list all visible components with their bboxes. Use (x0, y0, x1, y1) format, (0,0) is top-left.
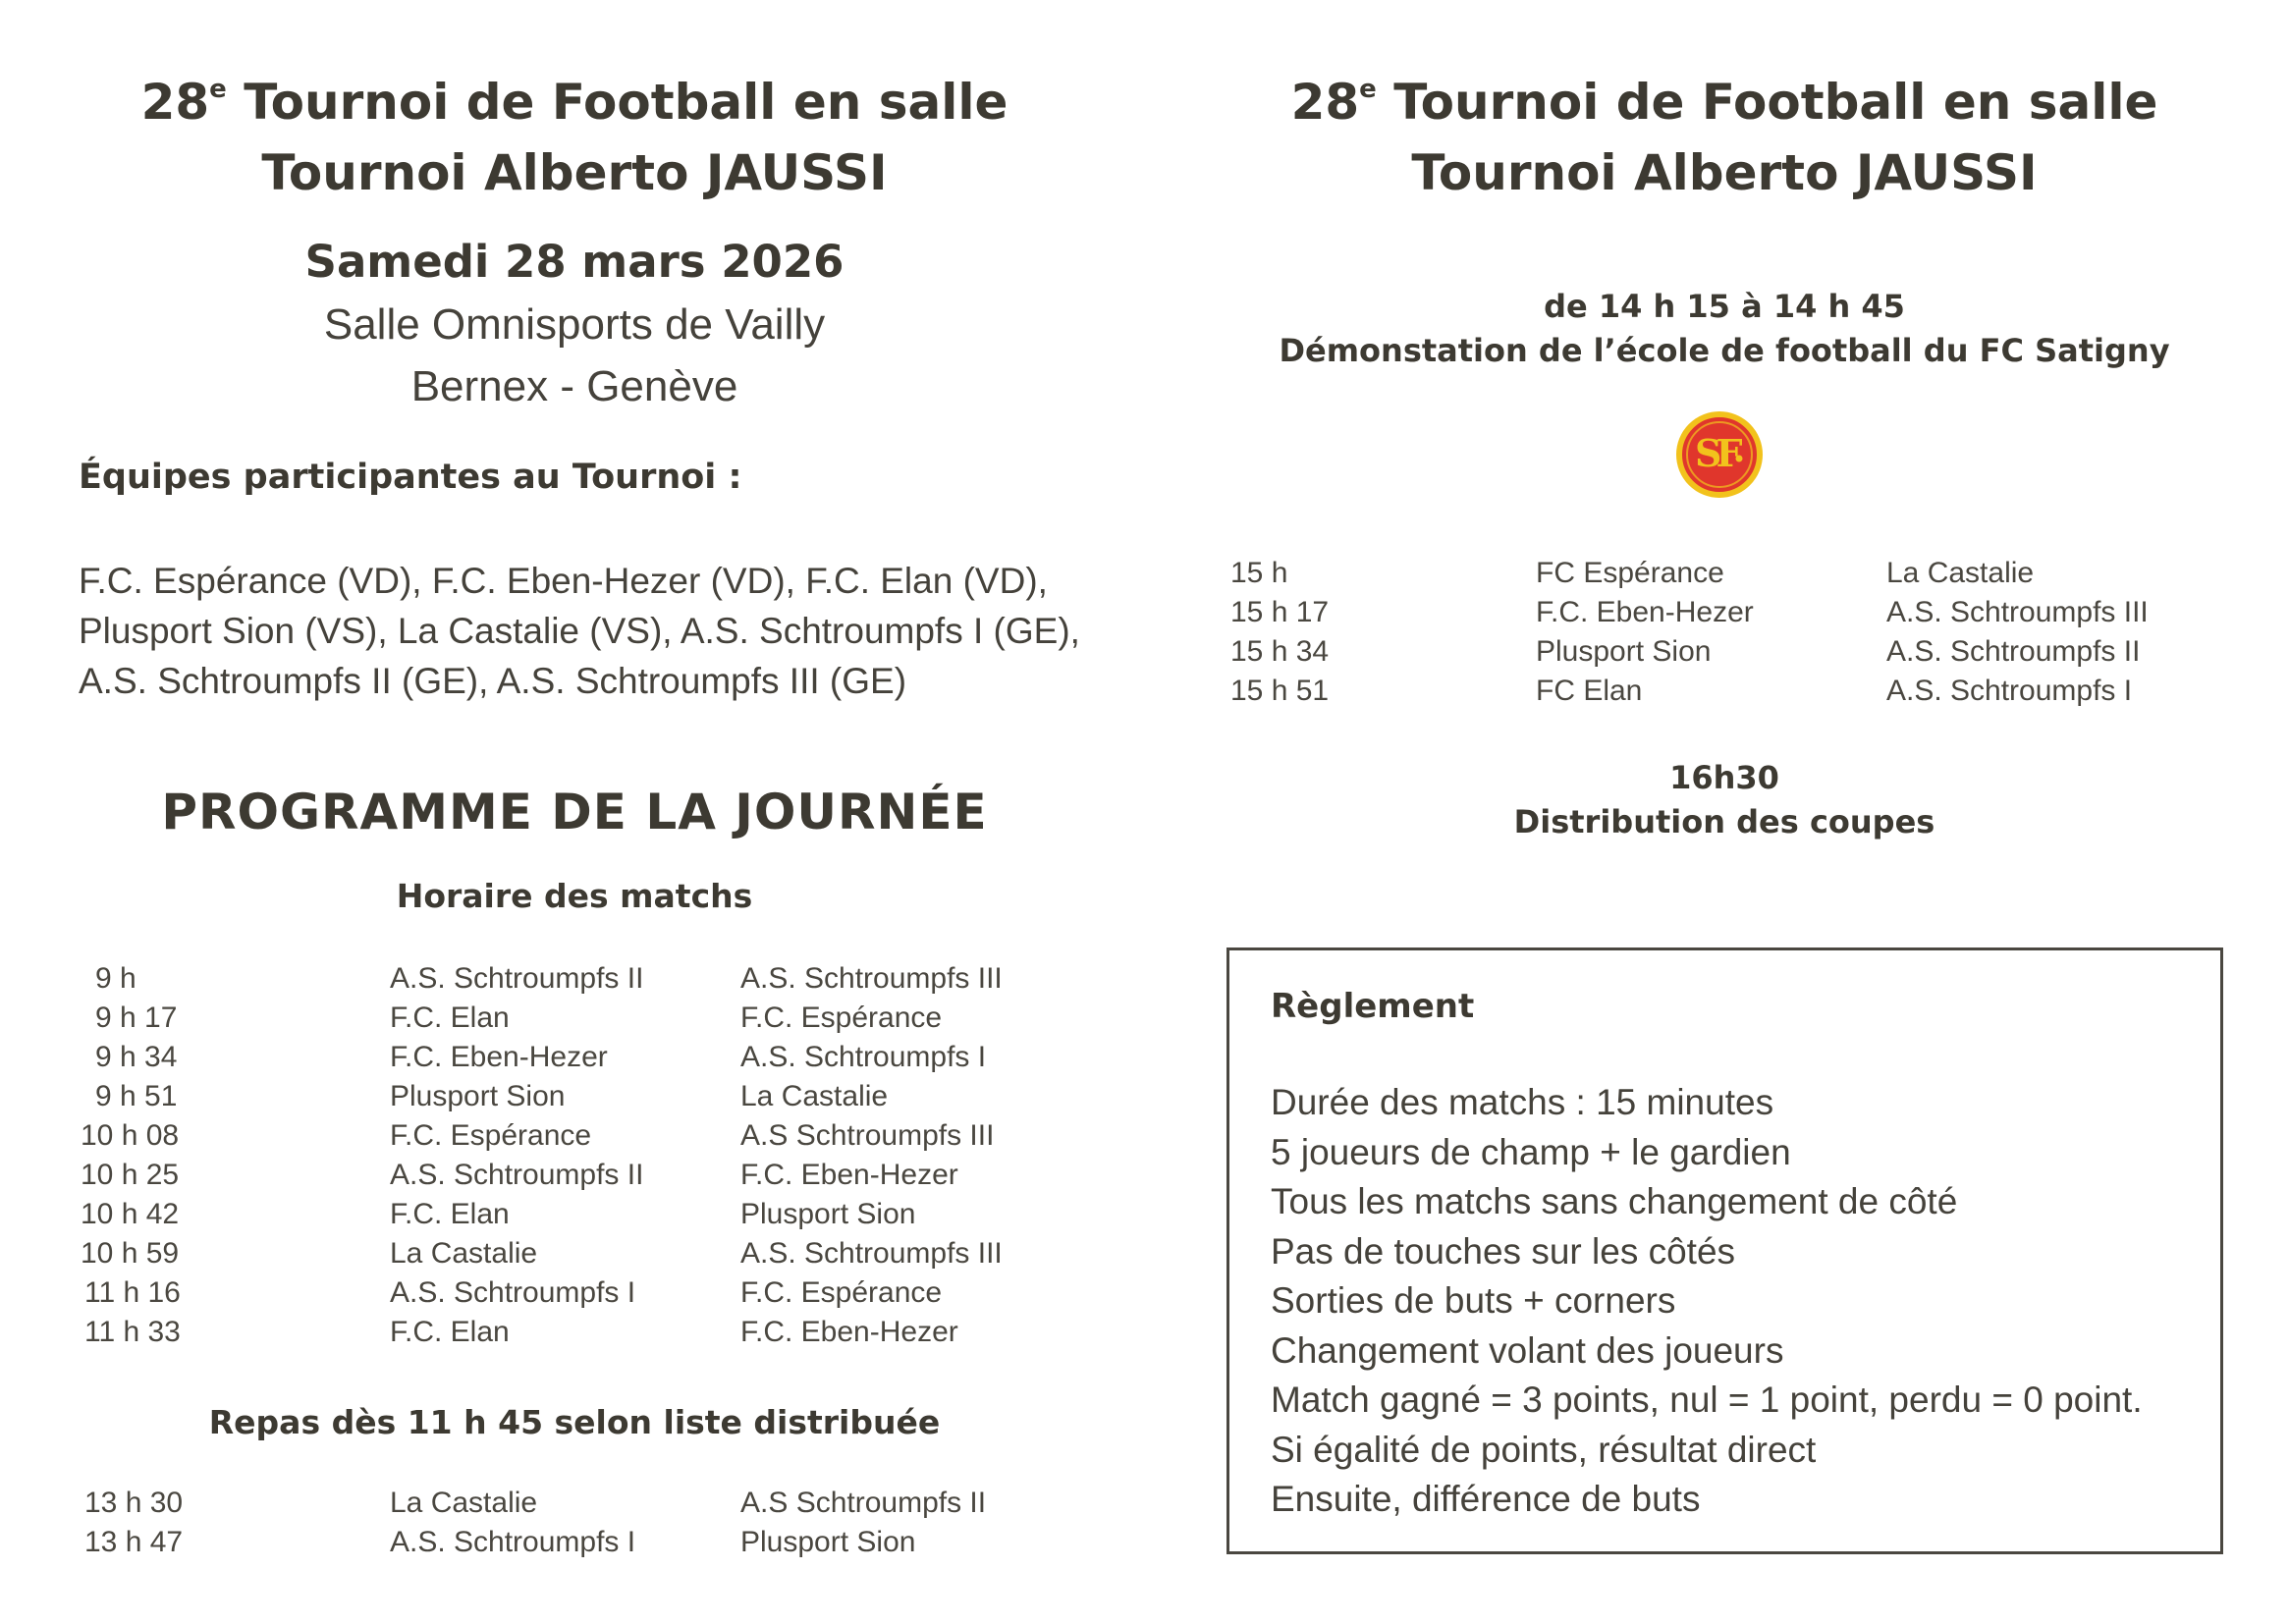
rules-list (1271, 1078, 2143, 1525)
right-title-number: 28 (1290, 74, 1360, 131)
match-away-team: F.C. Espérance (740, 1001, 943, 1034)
cups-time: 16h30 (1669, 759, 1779, 796)
match-away-team: A.S. Schtroumpfs I (1886, 675, 2133, 707)
match-away-team: Plusport Sion (740, 1526, 916, 1558)
match-away-team: F.C. Espérance (740, 1276, 943, 1309)
match-time: 15 h (1230, 557, 1288, 589)
match-time: 10 h 25 (81, 1159, 180, 1191)
teams-heading: Équipes participantes au Tournoi : (79, 458, 742, 497)
match-time: 15 h 34 (1230, 635, 1330, 668)
match-away-team: A.S Schtroumpfs III (740, 1119, 995, 1152)
match-time: 11 h 16 (84, 1276, 181, 1309)
match-home-team: F.C. Elan (390, 1001, 510, 1034)
match-home-team: A.S. Schtroumpfs II (390, 962, 644, 995)
match-time: 13 h 47 (84, 1526, 184, 1558)
programme-heading: PROGRAMME DE LA JOURNÉE (161, 784, 988, 840)
match-home-team: F.C. Elan (390, 1316, 510, 1348)
left-title-number: 28 (140, 74, 210, 131)
teams-line: Plusport Sion (VS), La Castalie (VS), A.S. Schtroumpfs I (GE), (79, 611, 1080, 651)
match-away-team: A.S. Schtroumpfs III (740, 962, 1003, 995)
event-date: Samedi 28 mars 2026 (304, 236, 845, 288)
teams-list (79, 556, 1080, 706)
rule-item: Sorties de buts + corners (1271, 1280, 1676, 1321)
meal-heading: Repas dès 11 h 45 selon liste distribuée (208, 1403, 941, 1441)
match-home-team: Plusport Sion (390, 1080, 566, 1112)
match-away-team: A.S Schtroumpfs II (740, 1487, 987, 1519)
match-home-team: F.C. Espérance (390, 1119, 592, 1152)
left-title-text: Tournoi de Football en salle (226, 74, 1008, 131)
teams-line: A.S. Schtroumpfs II (GE), A.S. Schtroumpfs III (GE) (79, 661, 907, 701)
rules-box (1226, 947, 2223, 1554)
match-time: 10 h 42 (81, 1198, 180, 1230)
match-home-team: A.S. Schtroumpfs I (390, 1526, 636, 1558)
demo-block (1145, 285, 2289, 373)
rule-item: Tous les matchs sans changement de côté (1271, 1181, 1958, 1221)
match-away-team: La Castalie (740, 1080, 889, 1112)
cups-block (1145, 756, 2289, 844)
cups-description: Distribution des coupes (1513, 803, 1935, 840)
rule-item: Si égalité de points, résultat direct (1271, 1429, 1817, 1470)
left-title (0, 67, 1149, 208)
logo-monogram: SF (1695, 431, 1737, 475)
match-away-team: F.C. Eben-Hezer (740, 1316, 958, 1348)
rule-item: Pas de touches sur les côtés (1271, 1230, 1736, 1272)
rule-item: Match gagné = 3 points, nul = 1 point, perdu = 0 point. (1271, 1380, 2143, 1420)
match-home-team: F.C. Eben-Hezer (390, 1041, 608, 1073)
match-home-team: FC Espérance (1536, 557, 1724, 589)
match-away-team: A.S. Schtroumpfs III (740, 1237, 1003, 1270)
match-away-team: F.C. Eben-Hezer (740, 1159, 958, 1191)
rule-item: Ensuite, différence de buts (1271, 1479, 1701, 1519)
match-home-team: La Castalie (390, 1487, 538, 1519)
rules-heading: Règlement (1271, 987, 1475, 1026)
left-title-subline: Tournoi Alberto JAUSSI (261, 144, 888, 201)
venue-city: Bernex - Genève (410, 362, 738, 410)
match-away-team: Plusport Sion (740, 1198, 916, 1230)
match-home-team: F.C. Eben-Hezer (1536, 596, 1754, 628)
schedule-heading: Horaire des matchs (396, 877, 753, 915)
match-away-team: La Castalie (1886, 557, 2035, 589)
demo-time: de 14 h 15 à 14 h 45 (1544, 288, 1905, 325)
match-away-team: A.S. Schtroumpfs III (1886, 596, 2149, 628)
match-home-team: F.C. Elan (390, 1198, 510, 1230)
match-home-team: A.S. Schtroumpfs II (390, 1159, 644, 1191)
left-title-superscript: e (209, 75, 227, 104)
venue-name: Salle Omnisports de Vailly (323, 300, 826, 349)
match-home-team: A.S. Schtroumpfs I (390, 1276, 636, 1309)
right-title-text: Tournoi de Football en salle (1376, 74, 2158, 131)
match-time: 15 h 17 (1230, 596, 1330, 628)
match-home-team: Plusport Sion (1536, 635, 1712, 668)
match-time: 15 h 51 (1230, 675, 1330, 707)
match-away-team: A.S. Schtroumpfs I (740, 1041, 987, 1073)
rule-item: 5 joueurs de champ + le gardien (1271, 1131, 1791, 1172)
match-time: 9 h (95, 962, 136, 995)
right-title-superscript: e (1359, 75, 1377, 104)
fc-satigny-logo (1676, 411, 1763, 498)
match-time: 9 h 34 (95, 1041, 178, 1073)
rule-item: Durée des matchs : 15 minutes (1271, 1082, 1774, 1122)
demo-description: Démonstation de l’école de football du FC Satigny (1279, 332, 2170, 369)
match-time: 9 h 51 (95, 1080, 178, 1112)
match-time: 10 h 59 (81, 1237, 180, 1270)
rule-item: Changement volant des joueurs (1271, 1329, 1784, 1371)
match-home-team: FC Elan (1536, 675, 1643, 707)
match-home-team: La Castalie (390, 1237, 538, 1270)
teams-line: F.C. Espérance (VD), F.C. Eben-Hezer (VD), F.C. Elan (VD), (79, 561, 1048, 601)
match-time: 11 h 33 (84, 1316, 181, 1348)
match-time: 10 h 08 (81, 1119, 180, 1152)
match-away-team: A.S. Schtroumpfs II (1886, 635, 2141, 668)
match-time: 9 h 17 (95, 1001, 178, 1034)
right-title-subline: Tournoi Alberto JAUSSI (1411, 144, 2038, 201)
right-title (1145, 67, 2289, 208)
match-time: 13 h 30 (84, 1487, 184, 1519)
